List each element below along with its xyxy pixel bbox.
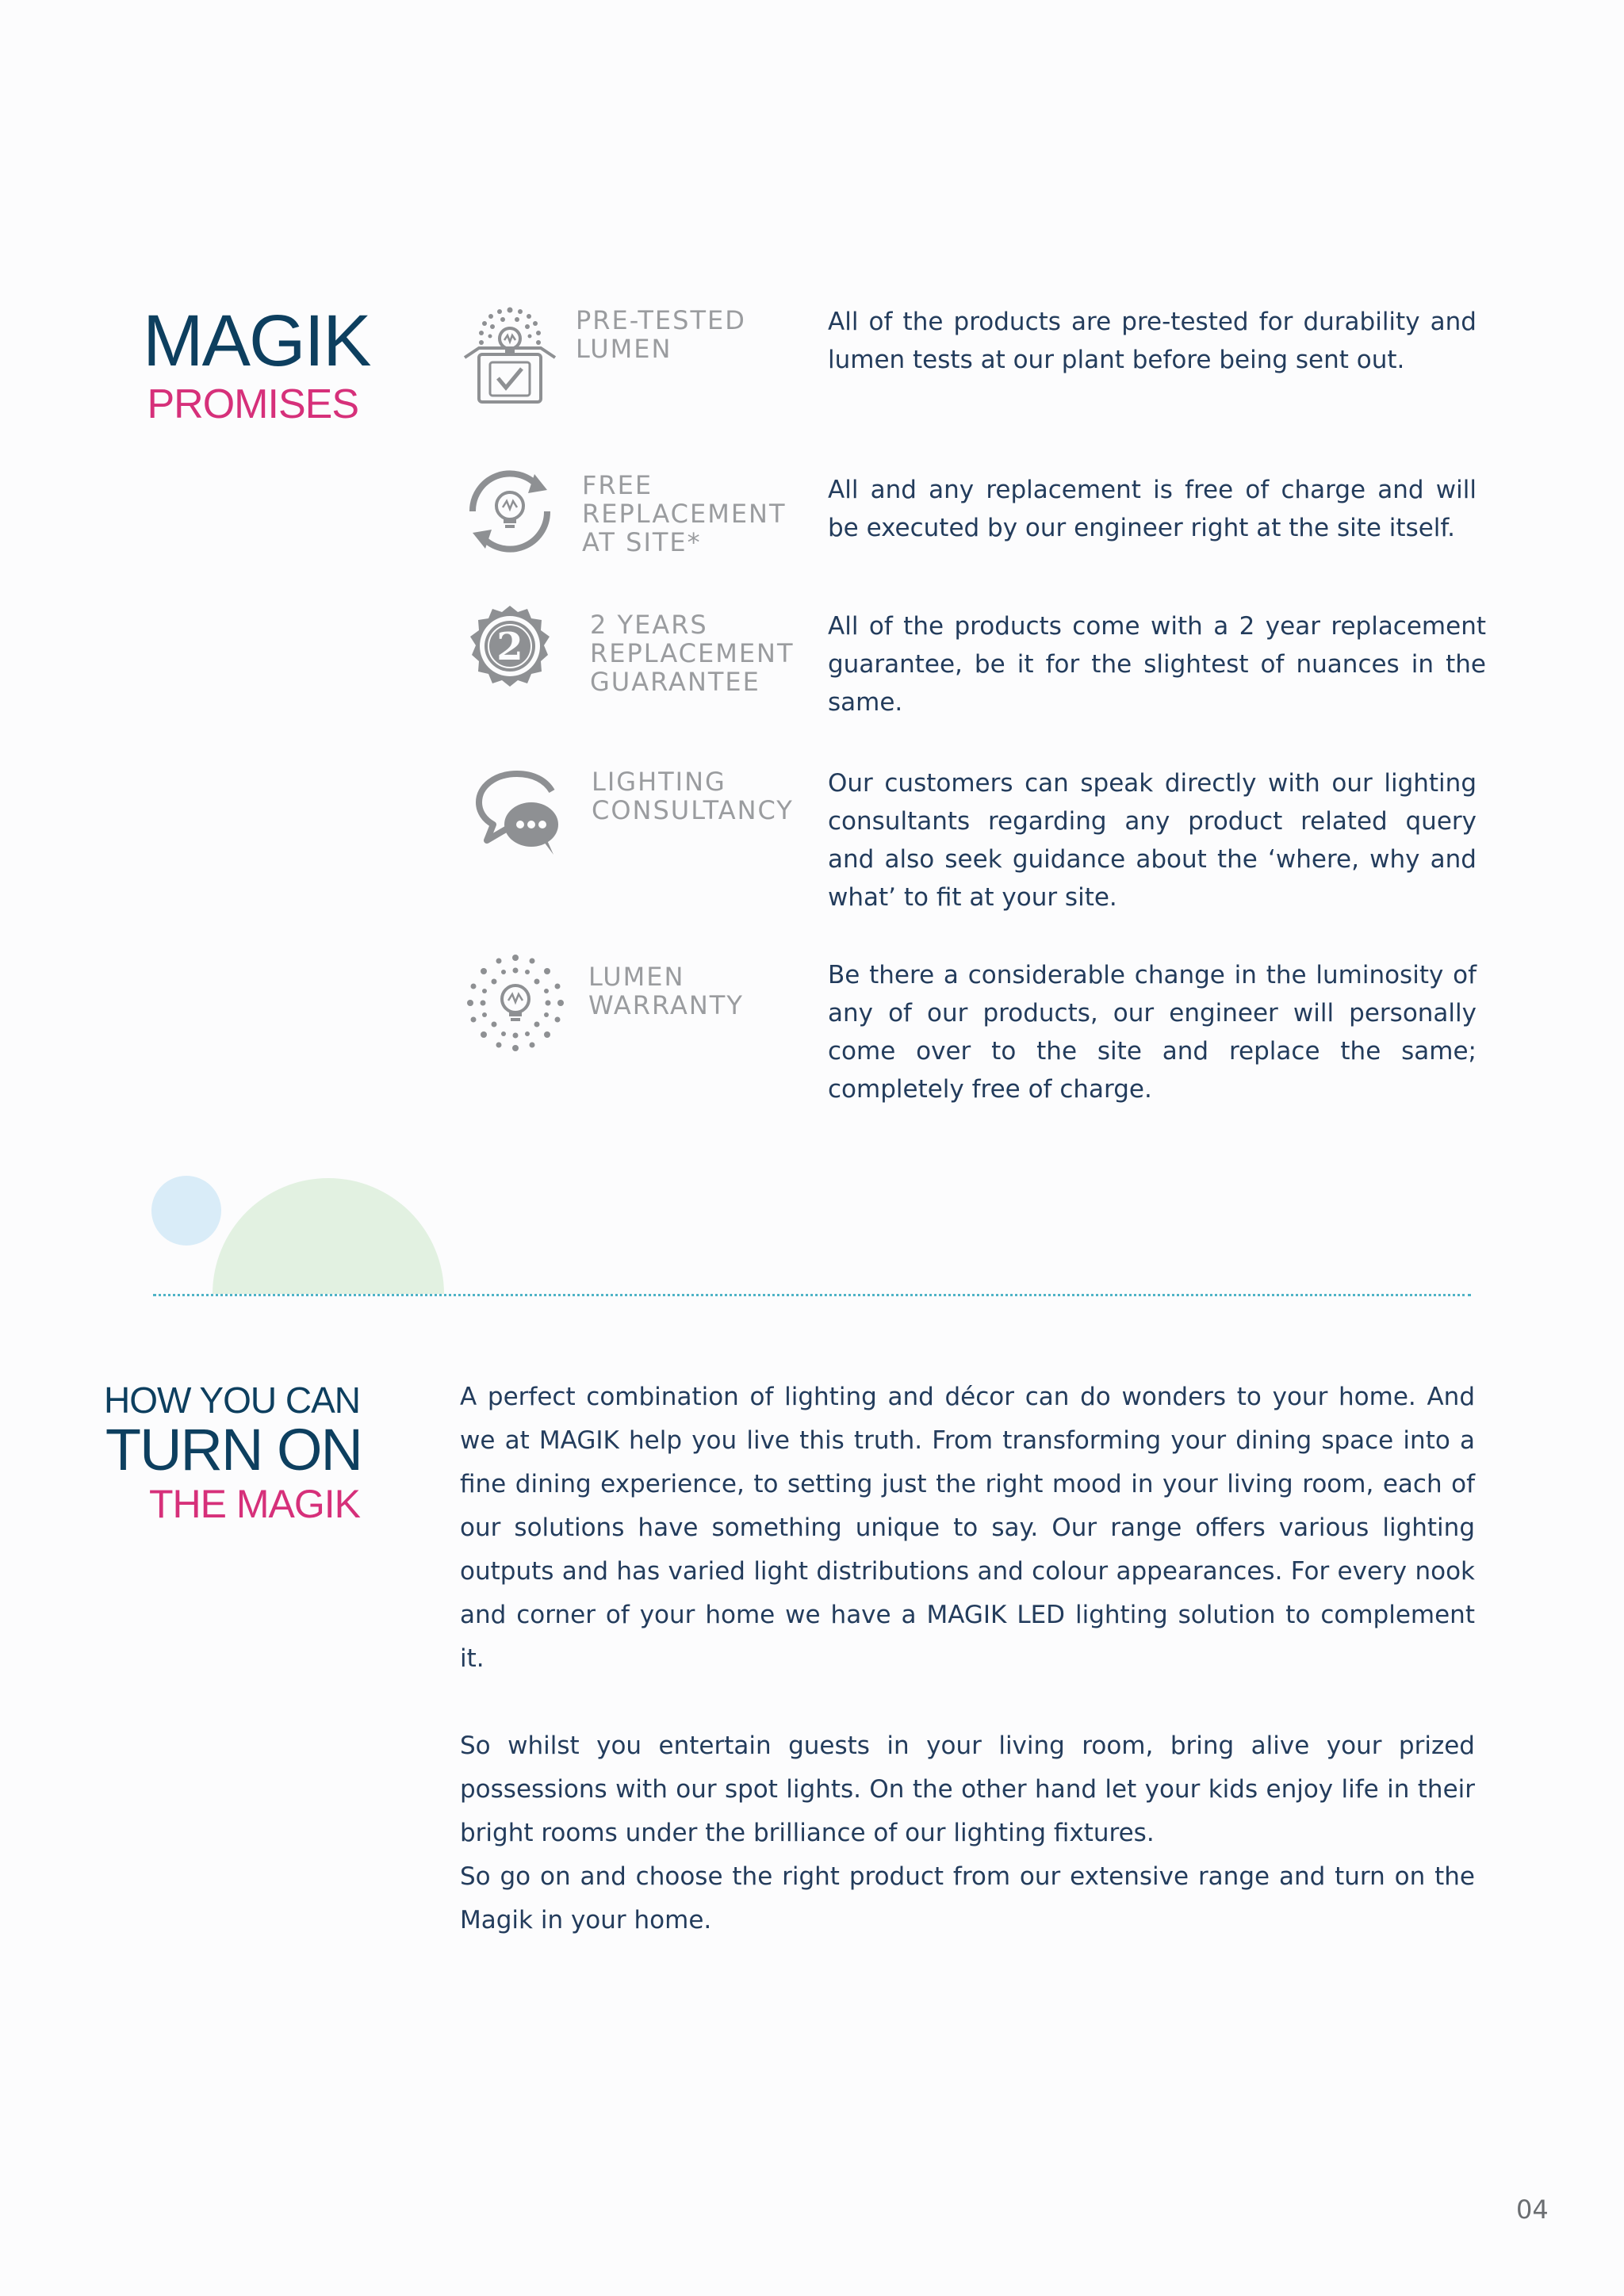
label-line: LUMEN (588, 962, 685, 992)
speech-bubbles-icon (468, 761, 571, 864)
body-paragraph-2: So whilst you entertain guests in your living room, bring alive your prized possessions with our spot lights. On the other hand let your kids enjoy life in their bright rooms under the brilliance of our lighting fixtures. (460, 1732, 1475, 1847)
turn-on-heading-line1: HOW YOU CAN (104, 1380, 360, 1421)
label-line: AT SITE* (582, 527, 702, 557)
green-half-circle (213, 1178, 444, 1294)
two-year-seal-icon (458, 601, 561, 704)
label-line: FREE (582, 470, 653, 500)
label-line: 2 YEARS (590, 610, 708, 640)
page-number: 04 (1516, 2195, 1549, 2225)
blue-circle (151, 1176, 221, 1246)
promise-desc-guarantee: All of the products come with a 2 year replacement guarantee, be it for the slightest of nuances in the same. (828, 612, 1486, 717)
bulb-rays-icon (464, 951, 567, 1054)
body-paragraph-1: A perfect combination of lighting and décor can do wonders to your home. And we at MAGIK help you live this truth. From transforming your dining space into a fine dining experience, to setting just the right mood in your living room, each of our solutions have something unique to say. Our range offers various lighting outputs and has varied light distributions and colour appearances. For every nook and corner of your home we have a MAGIK LED lighting solution to complement it. (460, 1383, 1475, 1673)
promise-label-free-replacement (582, 471, 812, 557)
bulb-box-check-icon (458, 305, 561, 408)
label-line: REPLACEMENT (582, 499, 787, 529)
bulb-refresh-icon (458, 460, 561, 563)
label-line: REPLACEMENT (590, 638, 795, 668)
label-line: LUMEN (576, 334, 672, 364)
body-text (460, 1376, 1475, 1942)
svg-text:2: 2 (496, 625, 523, 669)
promise-label-lumen-warranty (588, 962, 818, 1020)
label-line: WARRANTY (588, 990, 744, 1020)
promise-desc-lumen-warranty: Be there a considerable change in the luminosity of any of our products, our engineer will personally come over to the site and replace the same; completely free of charge. (828, 961, 1477, 1104)
label-line: GUARANTEE (590, 667, 760, 697)
promise-label-guarantee (590, 610, 820, 696)
promise-desc-free-replacement: All and any replacement is free of charge and will be executed by our engineer right at the site itself. (828, 476, 1477, 542)
promises-heading-promises: PROMISES (147, 381, 358, 427)
label-line: CONSULTANCY (592, 795, 794, 825)
section-divider (153, 1294, 1471, 1296)
promise-desc-consultancy: Our customers can speak directly with our lighting consultants regarding any product related query and also seek guidance about the ‘where, why and what’ to fit at your site. (828, 769, 1477, 912)
turn-on-heading-line2: TURN ON (105, 1417, 362, 1483)
turn-on-heading-line3: THE MAGIK (148, 1482, 360, 1526)
label-line: PRE-TESTED (576, 305, 746, 335)
label-line: LIGHTING (592, 767, 726, 797)
promise-desc-pre-tested: All of the products are pre-tested for durability and lumen tests at our plant before being sent out. (828, 308, 1477, 374)
promise-label-pre-tested (576, 306, 806, 363)
body-paragraph-3: So go on and choose the right product from our extensive range and turn on the Magik in your home. (460, 1862, 1475, 1934)
decorative-circles (143, 1165, 460, 1300)
promise-label-consultancy (592, 767, 829, 825)
promises-heading-magik: MAGIK (143, 300, 370, 381)
